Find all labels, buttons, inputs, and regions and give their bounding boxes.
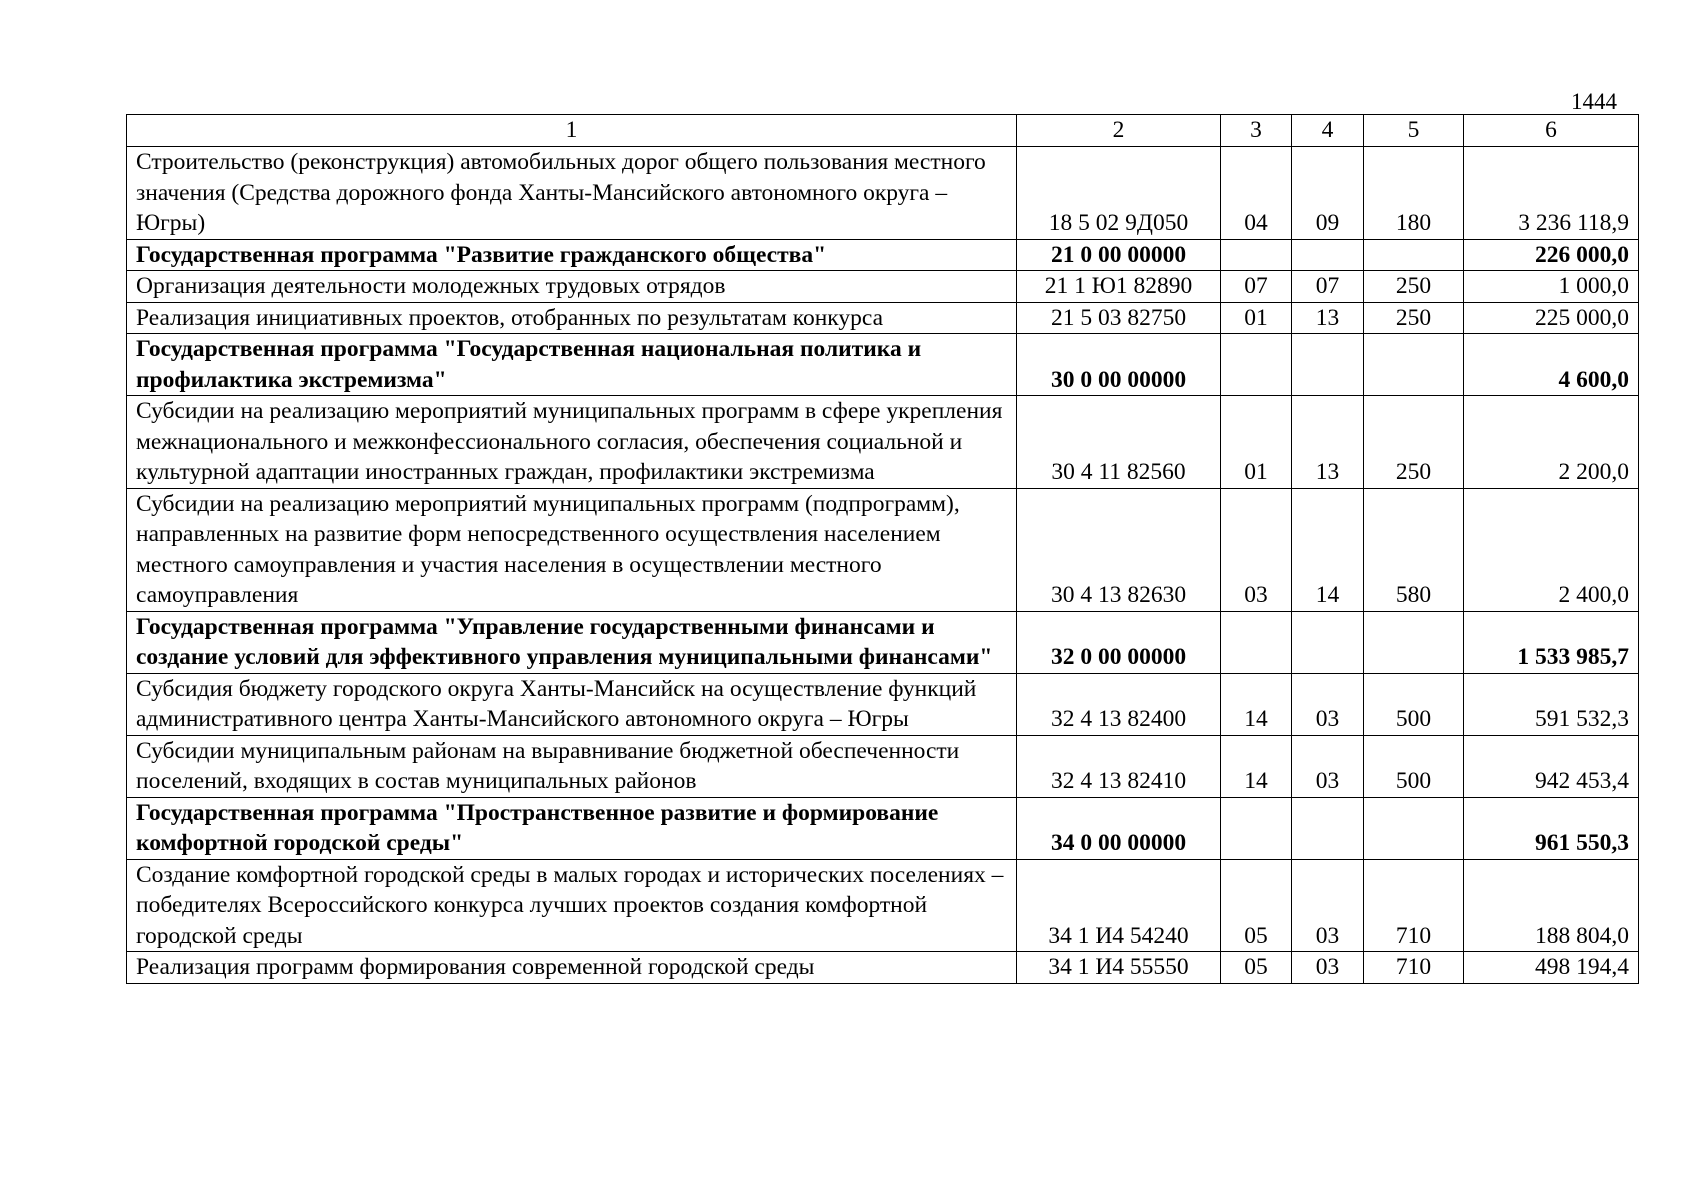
table-row [127, 673, 1639, 735]
table-row [127, 334, 1639, 396]
row-name: Государственная программа "Пространственное развитие и формирование комфортной городской среды" [127, 797, 1017, 859]
column-header-2: 2 [1017, 115, 1221, 147]
row-amount: 961 550,3 [1464, 797, 1639, 859]
row-expense-type [1364, 334, 1464, 396]
row-expense-type: 250 [1364, 396, 1464, 489]
column-header-1: 1 [127, 115, 1017, 147]
row-code: 18 5 02 9Д050 [1017, 147, 1221, 240]
table-row [127, 952, 1639, 984]
row-subsection: 03 [1292, 952, 1364, 984]
column-header-4: 4 [1292, 115, 1364, 147]
row-subsection [1292, 334, 1364, 396]
row-section: 01 [1221, 396, 1292, 489]
table-row [127, 859, 1639, 952]
table-header-row [127, 115, 1639, 147]
row-code: 21 0 00 00000 [1017, 239, 1221, 271]
row-code: 34 1 И4 55550 [1017, 952, 1221, 984]
row-section: 07 [1221, 271, 1292, 303]
row-amount: 4 600,0 [1464, 334, 1639, 396]
row-expense-type: 710 [1364, 859, 1464, 952]
row-amount: 2 200,0 [1464, 396, 1639, 489]
column-header-6: 6 [1464, 115, 1639, 147]
table-row [127, 271, 1639, 303]
row-name: Реализация инициативных проектов, отобранных по результатам конкурса [127, 302, 1017, 334]
row-subsection [1292, 611, 1364, 673]
row-subsection: 03 [1292, 735, 1364, 797]
row-code: 21 5 03 82750 [1017, 302, 1221, 334]
row-section: 03 [1221, 488, 1292, 611]
row-subsection: 03 [1292, 859, 1364, 952]
row-amount: 226 000,0 [1464, 239, 1639, 271]
row-amount: 225 000,0 [1464, 302, 1639, 334]
row-name: Реализация программ формирования современной городской среды [127, 952, 1017, 984]
column-header-5: 5 [1364, 115, 1464, 147]
row-section [1221, 239, 1292, 271]
row-expense-type: 180 [1364, 147, 1464, 240]
row-code: 30 4 13 82630 [1017, 488, 1221, 611]
row-section [1221, 611, 1292, 673]
row-expense-type [1364, 239, 1464, 271]
row-amount: 1 000,0 [1464, 271, 1639, 303]
row-code: 30 0 00 00000 [1017, 334, 1221, 396]
row-subsection [1292, 797, 1364, 859]
table-row [127, 611, 1639, 673]
budget-table [126, 114, 1639, 984]
row-expense-type: 250 [1364, 271, 1464, 303]
table-row [127, 147, 1639, 240]
row-name: Субсидии муниципальным районам на выравнивание бюджетной обеспеченности поселений, входящих в состав муниципальных районов [127, 735, 1017, 797]
row-name: Государственная программа "Управление государственными финансами и создание условий для эффективного управления муниципальными финансами" [127, 611, 1017, 673]
row-code: 32 4 13 82400 [1017, 673, 1221, 735]
row-section [1221, 797, 1292, 859]
row-section: 04 [1221, 147, 1292, 240]
row-name: Строительство (реконструкция) автомобильных дорог общего пользования местного значения (Средства дорожного фонда Ханты-Мансийского автономного округа – Югры) [127, 147, 1017, 240]
row-expense-type [1364, 611, 1464, 673]
row-name: Создание комфортной городской среды в малых городах и исторических поселениях – победителях Всероссийского конкурса лучших проектов создания комфортной городской среды [127, 859, 1017, 952]
row-subsection: 14 [1292, 488, 1364, 611]
row-name: Субсидии на реализацию мероприятий муниципальных программ в сфере укрепления межнационального и межконфессионального согласия, обеспечения социальной и культурной адаптации иностранных граждан, профилактики экстремизма [127, 396, 1017, 489]
row-expense-type [1364, 797, 1464, 859]
table-row [127, 302, 1639, 334]
row-amount: 1 533 985,7 [1464, 611, 1639, 673]
row-amount: 942 453,4 [1464, 735, 1639, 797]
row-section: 14 [1221, 673, 1292, 735]
row-subsection: 13 [1292, 302, 1364, 334]
row-amount: 3 236 118,9 [1464, 147, 1639, 240]
row-section: 05 [1221, 952, 1292, 984]
row-amount: 2 400,0 [1464, 488, 1639, 611]
row-name: Государственная программа "Развитие гражданского общества" [127, 239, 1017, 271]
table-row [127, 797, 1639, 859]
row-name: Субсидия бюджету городского округа Ханты-Мансийск на осуществление функций административного центра Ханты-Мансийского автономного округа – Югры [127, 673, 1017, 735]
row-code: 32 4 13 82410 [1017, 735, 1221, 797]
row-name: Организация деятельности молодежных трудовых отрядов [127, 271, 1017, 303]
row-section: 14 [1221, 735, 1292, 797]
row-subsection: 13 [1292, 396, 1364, 489]
page-number: 1444 [1571, 89, 1617, 114]
row-name: Государственная программа "Государственная национальная политика и профилактика экстремизма" [127, 334, 1017, 396]
row-expense-type: 250 [1364, 302, 1464, 334]
row-expense-type: 710 [1364, 952, 1464, 984]
table-body [127, 147, 1639, 984]
row-code: 34 0 00 00000 [1017, 797, 1221, 859]
row-subsection: 07 [1292, 271, 1364, 303]
row-name: Субсидии на реализацию мероприятий муниципальных программ (подпрограмм), направленных на развитие форм непосредственного осуществления населением местного самоуправления и участия населения в осуществлении местного самоуправления [127, 488, 1017, 611]
row-code: 30 4 11 82560 [1017, 396, 1221, 489]
row-amount: 188 804,0 [1464, 859, 1639, 952]
row-amount: 498 194,4 [1464, 952, 1639, 984]
row-section [1221, 334, 1292, 396]
column-header-3: 3 [1221, 115, 1292, 147]
row-expense-type: 500 [1364, 735, 1464, 797]
row-section: 01 [1221, 302, 1292, 334]
row-expense-type: 500 [1364, 673, 1464, 735]
row-expense-type: 580 [1364, 488, 1464, 611]
row-code: 21 1 Ю1 82890 [1017, 271, 1221, 303]
row-subsection: 03 [1292, 673, 1364, 735]
row-amount: 591 532,3 [1464, 673, 1639, 735]
table-row [127, 735, 1639, 797]
row-code: 32 0 00 00000 [1017, 611, 1221, 673]
row-code: 34 1 И4 54240 [1017, 859, 1221, 952]
row-subsection: 09 [1292, 147, 1364, 240]
table-row [127, 488, 1639, 611]
table-row [127, 239, 1639, 271]
row-section: 05 [1221, 859, 1292, 952]
row-subsection [1292, 239, 1364, 271]
table-row [127, 396, 1639, 489]
